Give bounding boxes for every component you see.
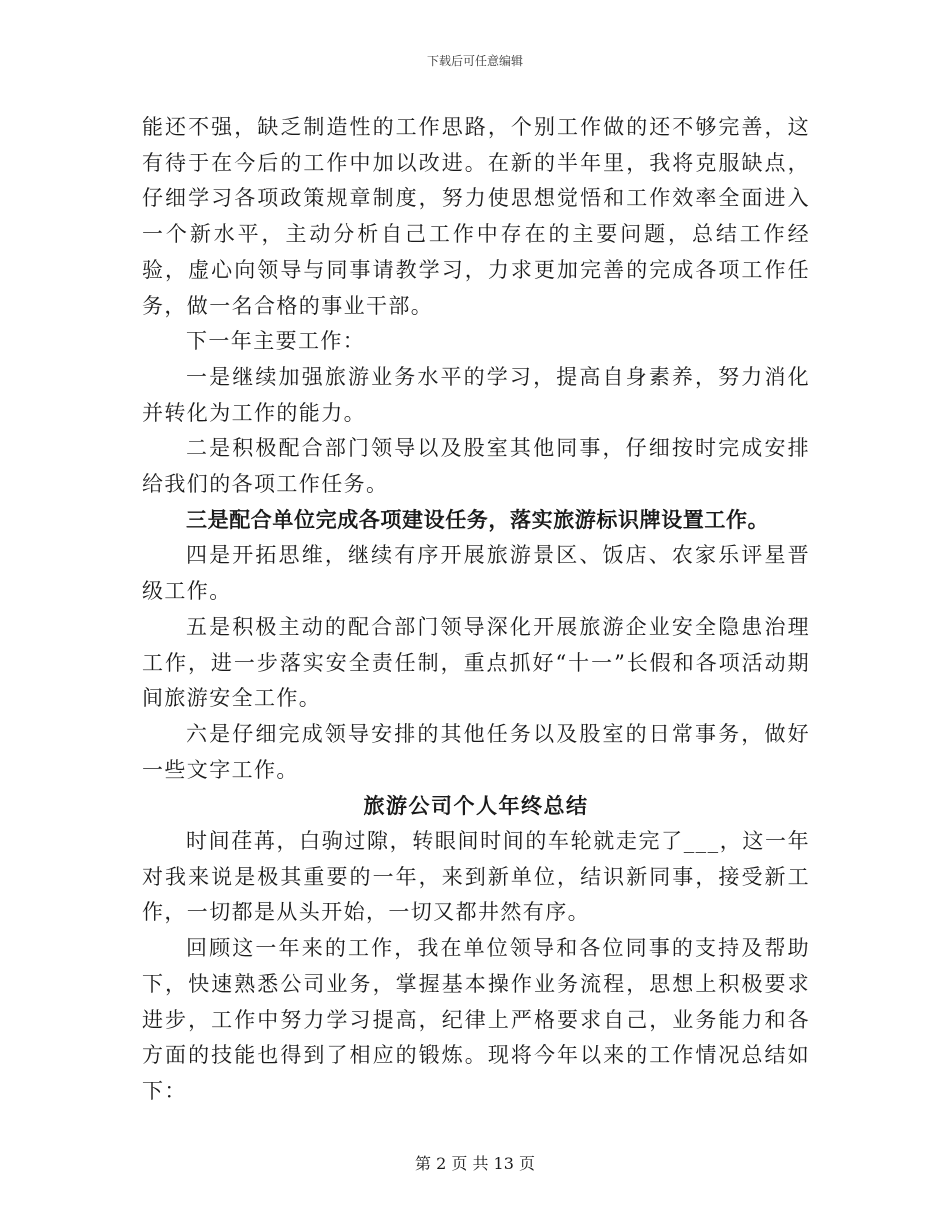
paragraph-item-2: 二是积极配合部门领导以及股室其他同事，仔细按时完成安排给我们的各项工作任务。 xyxy=(142,436,810,497)
paragraph-continuation: 能还不强，缺乏制造性的工作思路，个别工作做的还不够完善，这有待于在今后的工作中加以改进。在新的半年里，我将克服缺点，仔细学习各项政策规章制度，努力使思想觉悟和工作效率全面进入一个新水平，主动分析自己工作中存在的主要问题，总结工作经验，虚心向领导与同事请教学习，力求更加完善的完成各项工作任务，做一名合格的事业干部。 xyxy=(142,115,810,318)
paragraph-item-3: 三是配合单位完成各项建设任务，落实旅游标识牌设置工作。 xyxy=(186,507,770,532)
paragraph-item-6: 六是仔细完成领导安排的其他任务以及股室的日常事务，做好一些文字工作。 xyxy=(142,721,810,782)
paragraph-item-1: 一是继续加强旅游业务水平的学习，提高自身素养，努力消化并转化为工作的能力。 xyxy=(142,364,810,425)
page-number: 第 2 页 共 13 页 xyxy=(415,1154,535,1173)
paragraph-item-4: 四是开拓思维，继续有序开展旅游景区、饭店、农家乐评星晋级工作。 xyxy=(142,543,810,604)
paragraph-item-5: 五是积极主动的配合部门领导深化开展旅游企业安全隐患治理工作，进一步落实安全责任制，重点抓好“十一”长假和各项活动期间旅游安全工作。 xyxy=(142,614,810,711)
paragraph-intro: 时间荏苒，白驹过隙，转眼间时间的车轮就走完了___，这一年对我来说是极其重要的一年，来到新单位，结识新同事，接受新工作，一切都是从头开始，一切又都井然有序。 xyxy=(142,829,810,925)
header-note: 下载后可任意编辑 xyxy=(426,54,523,68)
section-title: 旅游公司个人年终总结 xyxy=(363,793,589,819)
paragraph-next-year-heading: 下一年主要工作： xyxy=(186,329,366,354)
document-body xyxy=(142,110,810,1110)
paragraph-review: 回顾这一年来的工作，我在单位领导和各位同事的支持及帮助下，快速熟悉公司业务，掌握基本操作业务流程，思想上积极要求进步，工作中努力学习提高，纪律上严格要求自己，业务能力和各方面的技能也得到了相应的锻炼。现将今年以来的工作情况总结如下： xyxy=(142,936,810,1103)
